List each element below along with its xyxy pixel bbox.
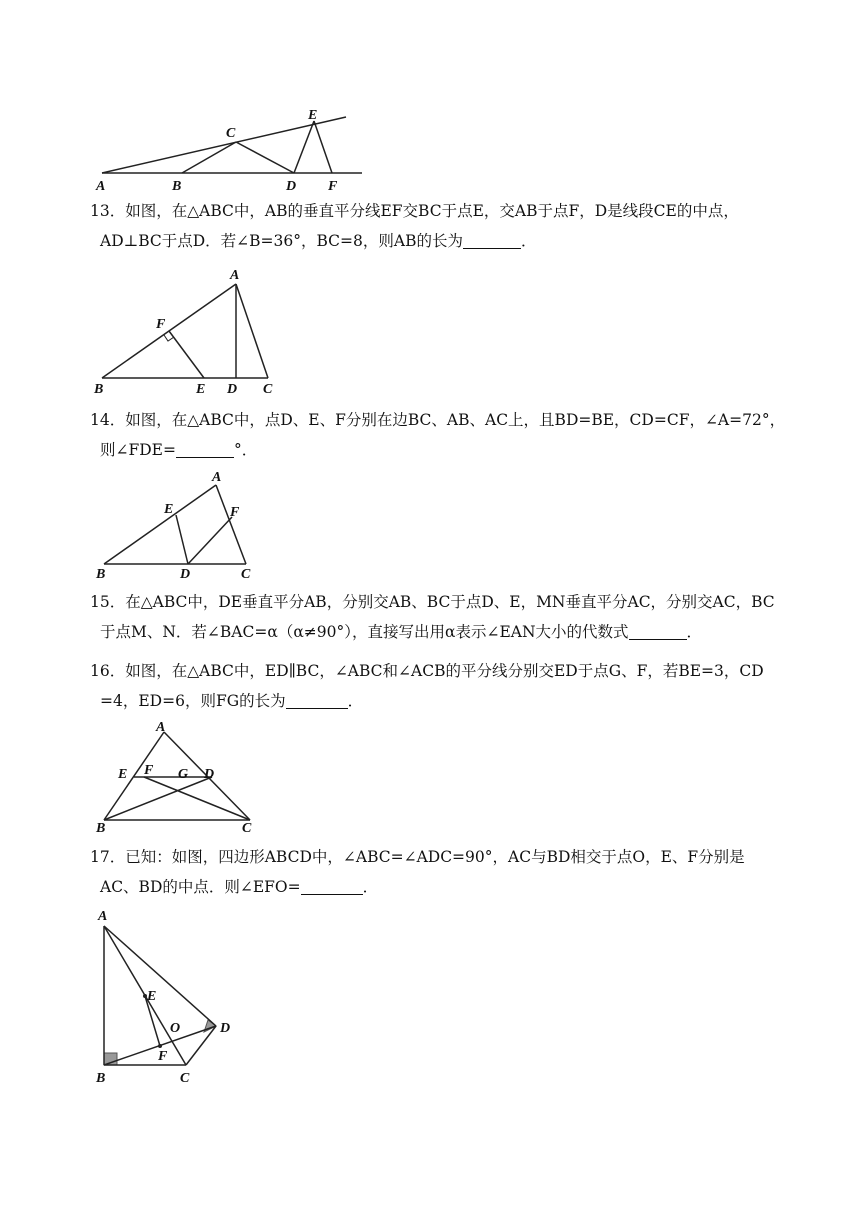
q13-figure xyxy=(90,265,290,400)
q12-label-f: F xyxy=(328,179,338,194)
q12-label-b: B xyxy=(172,179,182,194)
q17-label-f: F xyxy=(158,1049,168,1064)
q13-label-f: F xyxy=(156,317,166,332)
q12-label-d: D xyxy=(286,179,297,194)
q14-line-2-text: 则∠FDE= xyxy=(100,441,176,459)
q13-line-1: 13．如图，在△ABC中，AB的垂直平分线EF交BC于点E，交AB于点F，D是线段CE的中点， xyxy=(90,202,739,220)
q16-line-2-text: =4，ED=6，则FG的长为 xyxy=(100,692,286,710)
q15-line-2 xyxy=(90,617,790,647)
q14-figure xyxy=(90,468,270,583)
q13-label-e: E xyxy=(196,382,206,397)
q16-label-c: C xyxy=(242,821,252,836)
q17-label-o: O xyxy=(170,1021,181,1036)
q14-answer-blank[interactable] xyxy=(176,439,234,458)
q12-figure xyxy=(90,100,380,195)
q14-label-b: B xyxy=(96,567,106,582)
q15-answer-blank[interactable] xyxy=(629,621,687,640)
q16-label-b: B xyxy=(96,821,106,836)
q17-line-2-text: AC、BD的中点．则∠EFO= xyxy=(100,878,301,896)
q17-label-a: A xyxy=(98,909,108,924)
q13-label-a: A xyxy=(230,268,240,283)
question-14 xyxy=(90,405,790,465)
q16-label-e: E xyxy=(118,767,128,782)
q14-line-1: 14．如图，在△ABC中，点D、E、F分别在边BC、AB、AC上，且BD=BE，CD=CF，∠A=72°， xyxy=(90,411,786,429)
q12-label-a: A xyxy=(96,179,106,194)
q14-label-c: C xyxy=(241,567,251,582)
q14-line-2 xyxy=(90,435,790,465)
q14-line-2-end: °． xyxy=(233,441,258,459)
q16-line-2-end: ． xyxy=(347,692,364,710)
q14-label-e: E xyxy=(164,502,174,517)
q16-answer-blank[interactable] xyxy=(286,690,348,709)
q16-label-f: F xyxy=(144,763,154,778)
q16-label-d: D xyxy=(204,767,215,782)
q16-figure xyxy=(90,720,265,840)
q17-figure xyxy=(90,904,250,1089)
q16-line-2 xyxy=(90,686,790,716)
q13-label-b: B xyxy=(94,382,104,397)
question-15 xyxy=(90,587,790,647)
q13-line-2-end: ． xyxy=(520,232,537,250)
q17-line-2 xyxy=(90,872,790,902)
q17-label-e: E xyxy=(147,989,157,1004)
q15-line-1: 15．在△ABC中，DE垂直平分AB，分别交AB、BC于点D、E，MN垂直平分AC，分别交AC，BC xyxy=(90,593,775,611)
q12-label-c: C xyxy=(226,126,236,141)
q13-line-2 xyxy=(90,226,790,256)
q13-label-c: C xyxy=(263,382,273,397)
q14-label-d: D xyxy=(180,567,191,582)
q15-line-2-text: 于点M、N．若∠BAC=α（α≠90°），直接写出用α表示∠EAN大小的代数式 xyxy=(100,623,629,641)
q17-label-c: C xyxy=(180,1071,190,1086)
q12-label-e: E xyxy=(308,108,318,123)
q14-label-f: F xyxy=(230,505,240,520)
q16-label-a: A xyxy=(156,720,166,735)
q17-label-d: D xyxy=(220,1021,231,1036)
q13-line-2-text: AD⊥BC于点D．若∠B=36°，BC=8，则AB的长为 xyxy=(100,232,463,250)
q17-label-b: B xyxy=(96,1071,106,1086)
q16-label-g: G xyxy=(178,767,189,782)
q17-line-2-end: ． xyxy=(362,878,379,896)
q15-line-2-end: ． xyxy=(686,623,703,641)
question-13 xyxy=(90,196,790,256)
q17-answer-blank[interactable] xyxy=(301,876,363,895)
question-16 xyxy=(90,656,790,716)
q13-label-d: D xyxy=(227,382,238,397)
question-17 xyxy=(90,842,790,902)
q14-label-a: A xyxy=(212,470,222,485)
q17-line-1: 17．已知：如图，四边形ABCD中，∠ABC=∠ADC=90°，AC与BD相交于点O，E、F分别是 xyxy=(90,848,745,866)
q16-line-1: 16．如图，在△ABC中，ED∥BC，∠ABC和∠ACB的平分线分别交ED于点G、F，若BE=3，CD xyxy=(90,662,764,680)
q13-answer-blank[interactable] xyxy=(463,230,521,249)
